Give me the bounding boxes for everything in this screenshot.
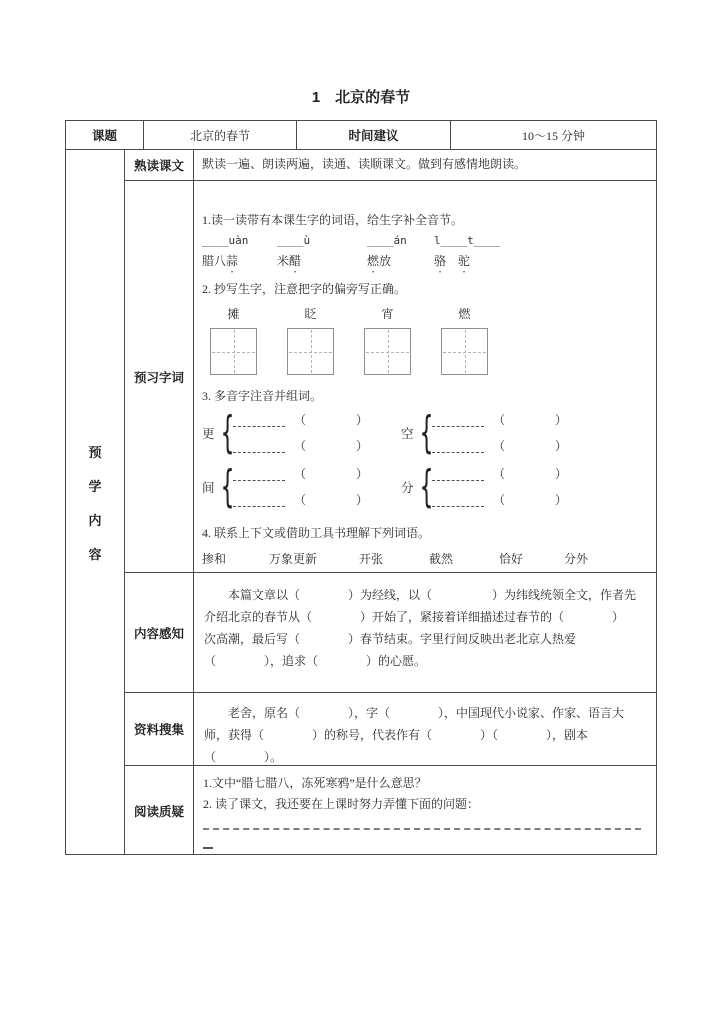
vertical-label-char: 内 — [88, 513, 102, 528]
vocabulary-row — [202, 550, 650, 570]
brace-glyph: { — [419, 460, 434, 512]
polyphone-blank-line — [432, 412, 567, 427]
table-body — [66, 150, 656, 855]
word-item — [202, 252, 277, 269]
dotted-character: 燃 — [367, 254, 380, 268]
vertical-label-char: 预 — [88, 445, 102, 460]
tianzige-box — [287, 328, 334, 375]
time-suggestion-value: 10～15 分钟 — [450, 121, 656, 149]
vocabulary-word: 开张 — [359, 552, 384, 566]
pinyin-write-blank — [432, 470, 484, 481]
polyphone-entry — [202, 408, 401, 457]
fill-blank-line: 本篇文章以（ ）为经线，以（ ）为纬线统领全文，作者先 — [228, 588, 637, 602]
worksheet-table — [65, 120, 657, 855]
content-perception-label: 内容感知 — [125, 573, 194, 692]
pinyin-write-blank — [233, 442, 285, 453]
copy-characters-row — [202, 305, 650, 325]
paren-close: ） — [356, 439, 369, 453]
material-collection-text — [194, 693, 656, 768]
paren-open: （ — [493, 467, 506, 481]
paren-open: （ — [294, 439, 307, 453]
read-aloud-label: 熟读课文 — [125, 150, 194, 180]
paren-close: ） — [555, 493, 568, 507]
dotted-character: 骆 — [434, 254, 447, 268]
plain-character: 米 — [277, 254, 290, 268]
paren-close: ） — [555, 413, 568, 427]
brace-glyph: { — [220, 406, 235, 458]
pinyin-write-blank — [432, 442, 484, 453]
fill-blank-line: 师，获得（ ）的称号，代表作有（ ）（ ），剧本 — [204, 728, 589, 742]
character-word-row — [202, 250, 650, 274]
dotted-character: 驼 — [458, 254, 471, 268]
copy-character: 摊 — [227, 307, 240, 321]
row-preview-words — [125, 180, 656, 572]
preview-words-label: 预习字词 — [125, 181, 194, 572]
row-reading-questions — [125, 765, 656, 855]
page-title: 1 北京的春节 — [311, 89, 411, 106]
plain-character: 放 — [379, 254, 392, 268]
word-item — [367, 252, 434, 269]
paren-close: ） — [555, 467, 568, 481]
pinyin-blank: ____uàn — [202, 233, 249, 247]
polyphone-character: 间 — [202, 480, 215, 495]
polyphone-entry — [401, 408, 650, 457]
course-title-value: 北京的春节 — [143, 121, 296, 149]
vertical-label-char: 容 — [88, 547, 102, 562]
pinyin-blank: l____t____ — [434, 233, 501, 247]
copy-character: 眨 — [304, 307, 317, 321]
question-3: 3. 多音字注音并组词。 — [202, 389, 323, 403]
word-item — [277, 252, 367, 269]
copy-character: 宵 — [381, 307, 394, 321]
plain-character: 腊八 — [202, 254, 227, 268]
paren-open: （ — [294, 467, 307, 481]
pinyin-write-blank — [233, 496, 285, 507]
pinyin-blank: ____ù — [277, 233, 311, 247]
pinyin-write-blank — [432, 496, 484, 507]
fill-blank-line: （ ）。 — [204, 750, 283, 764]
paren-open: （ — [493, 413, 506, 427]
tianzige-box — [364, 328, 411, 375]
paren-close: ） — [356, 413, 369, 427]
paren-close: ） — [555, 439, 568, 453]
brace-glyph: { — [419, 406, 434, 458]
course-title-label: 课题 — [91, 129, 117, 143]
paren-close: ） — [356, 493, 369, 507]
pinyin-write-blank — [432, 416, 484, 427]
fill-blank-line: 老舍，原名（ ），字（ ），中国现代小说家、作家、语言大 — [228, 706, 625, 720]
fill-blank-line: 次高潮，最后写（ ）春节结束。字里行间反映出老北京人热爱 — [204, 632, 577, 646]
polyphone-blank-line — [233, 466, 368, 481]
pinyin-blank: ____án — [367, 233, 407, 247]
question-4: 4. 联系上下文或借助工具书理解下列词语。 — [202, 526, 431, 540]
vocabulary-word: 万象更新 — [269, 552, 318, 566]
table-header-row — [66, 121, 656, 150]
paren-open: （ — [493, 439, 506, 453]
paren-close: ） — [356, 467, 369, 481]
polyphone-character: 空 — [401, 426, 414, 441]
polyphone-grid — [202, 408, 650, 511]
paren-open: （ — [294, 493, 307, 507]
polyphone-entry — [401, 462, 650, 511]
polyphone-blank-line — [233, 438, 368, 453]
fill-blank-line: （ ），追求（ ）的心愿。 — [204, 654, 427, 668]
tianzige-box — [441, 328, 488, 375]
reading-question-2: 2. 读了课文，我还要在上课时努力弄懂下面的问题： — [203, 797, 480, 811]
question-2: 2. 抄写生字，注意把字的偏旁写正确。 — [202, 282, 407, 296]
table-rows — [125, 150, 656, 855]
pinyin-blank-row — [202, 230, 650, 250]
vocabulary-word: 掺和 — [202, 552, 227, 566]
vocabulary-word: 截然 — [429, 552, 454, 566]
preview-content-vertical-label — [66, 150, 125, 855]
polyphone-blank-line — [432, 492, 567, 507]
vocabulary-word: 分外 — [564, 552, 589, 566]
material-collection-label: 资料搜集 — [125, 693, 194, 765]
polyphone-entry — [202, 462, 401, 511]
writing-grid-row — [202, 328, 650, 375]
polyphone-blank-line — [432, 466, 567, 481]
paren-open: （ — [294, 413, 307, 427]
tianzige-box — [210, 328, 257, 375]
pinyin-write-blank — [233, 470, 285, 481]
vertical-label-char: 学 — [88, 479, 102, 494]
reading-question-1: 1.文中“腊七腊八，冻死寒鸦”是什么意思？ — [203, 776, 427, 790]
row-read-aloud — [125, 150, 656, 180]
vocabulary-word: 恰好 — [499, 552, 524, 566]
content-perception-text — [194, 573, 656, 672]
copy-character: 燃 — [458, 307, 471, 321]
plain-character — [446, 254, 458, 268]
polyphone-character: 分 — [401, 480, 414, 495]
dotted-character: 蒜 — [226, 254, 239, 268]
pinyin-write-blank — [233, 416, 285, 427]
row-material-collection — [125, 692, 656, 765]
paren-open: （ — [493, 493, 506, 507]
question-1: 1.读一读带有本课生字的词语，给生字补全音节。 — [202, 213, 464, 227]
polyphone-blank-line — [432, 438, 567, 453]
answer-line-short — [203, 847, 213, 849]
read-aloud-instruction: 默读一遍、朗读两遍，读通、读顺课文。做到有感情地朗读。 — [202, 157, 527, 171]
dotted-character: 醋 — [289, 254, 302, 268]
polyphone-blank-line — [233, 412, 368, 427]
answer-line-long — [203, 828, 641, 830]
fill-blank-line: 介绍北京的春节从（ ）开始了，紧接着详细描述过春节的（ ） — [204, 610, 625, 624]
row-content-perception — [125, 572, 656, 692]
reading-questions-label: 阅读质疑 — [125, 766, 194, 855]
word-item — [434, 252, 470, 269]
polyphone-character: 更 — [202, 426, 215, 441]
brace-glyph: { — [220, 460, 235, 512]
polyphone-blank-line — [233, 492, 368, 507]
time-suggestion-label: 时间建议 — [296, 121, 450, 149]
